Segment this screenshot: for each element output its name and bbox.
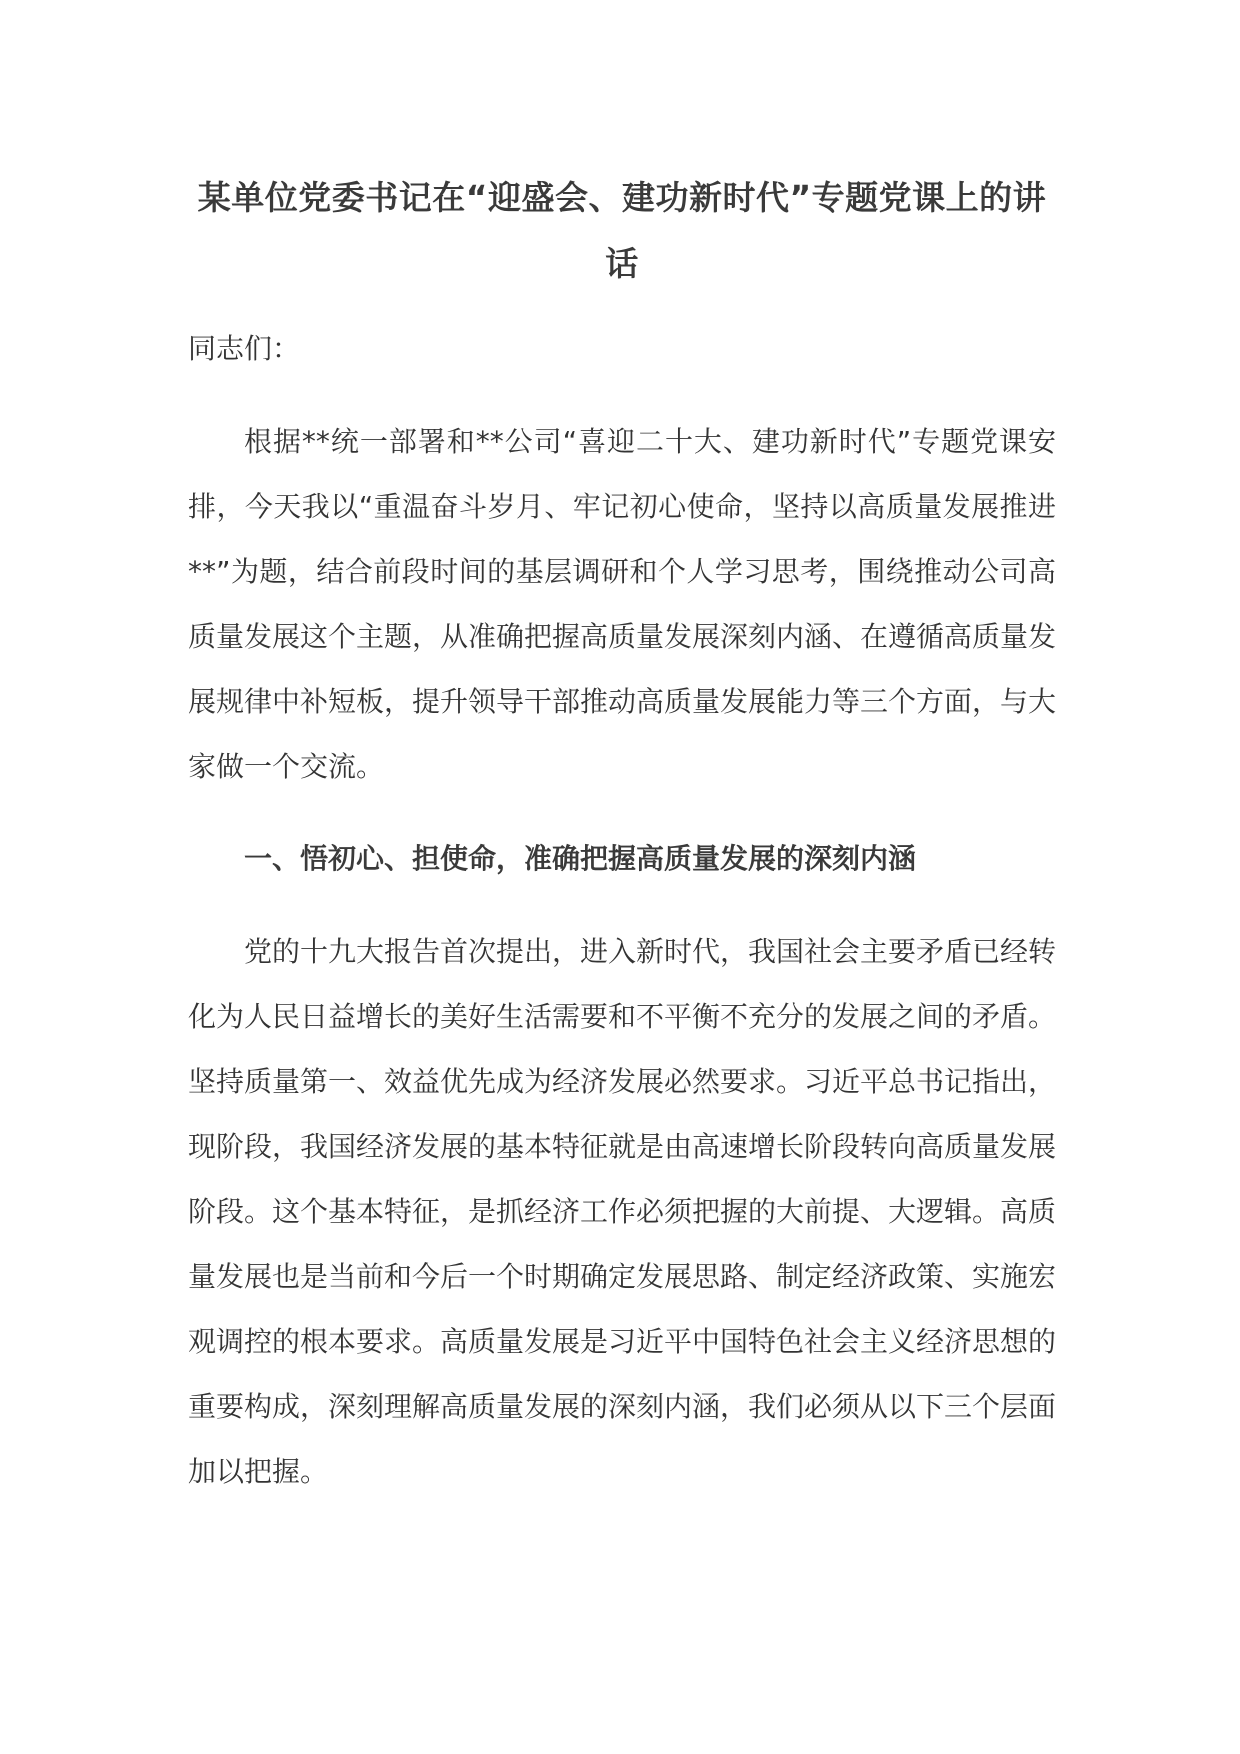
document-body (188, 165, 1056, 1504)
document-title: 某单位党委书记在“迎盛会、建功新时代”专题党课上的讲话 (197, 178, 1047, 283)
section-1-paragraph-1: 党的十九大报告首次提出，进入新时代，我国社会主要矛盾已经转化为人民日益增长的美好生活需要和不平衡不充分的发展之间的矛盾。坚持质量第一、效益优先成为经济发展必然要求。习近平总书记指出，现阶段，我国经济发展的基本特征就是由高速增长阶段转向高质量发展阶段。这个基本特征，是抓经济工作必须把握的大前提、大逻辑。高质量发展也是当前和今后一个时期确定发展思路、制定经济政策、实施宏观调控的根本要求。高质量发展是习近平中国特色社会主义经济思想的重要构成，深刻理解高质量发展的深刻内涵，我们必须从以下三个层面加以把握。 (188, 935, 1057, 1488)
section-heading-1: 一、悟初心、担使命，准确把握高质量发展的深刻内涵 (244, 842, 917, 875)
intro-paragraph: 根据**统一部署和**公司“喜迎二十大、建功新时代”专题党课安排，今天我以“重温奋斗岁月、牢记初心使命，坚持以高质量发展推进**”为题，结合前段时间的基层调研和个人学习思考，围绕推动公司高质量发展这个主题，从准确把握高质量发展深刻内涵、在遵循高质量发展规律中补短板，提升领导干部推动高质量发展能力等三个方面，与大家做一个交流。 (188, 425, 1057, 783)
salutation: 同志们： (188, 332, 301, 365)
